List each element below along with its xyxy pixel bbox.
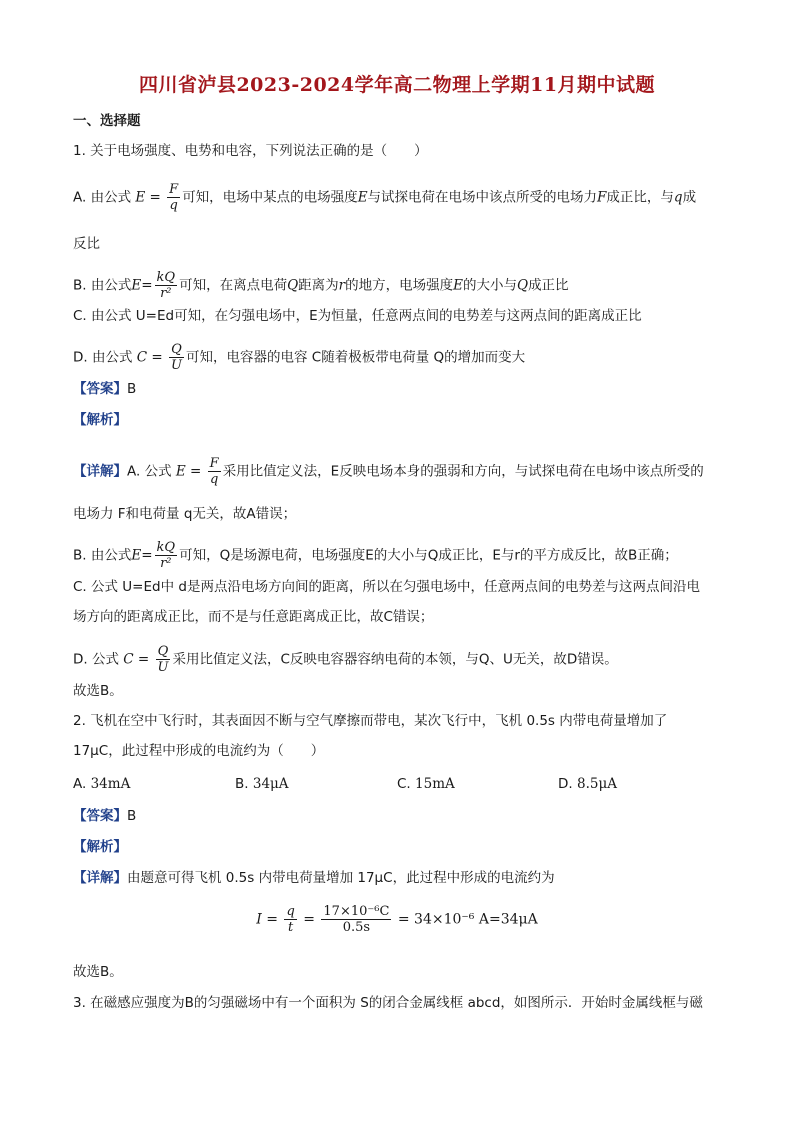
q1-conclusion: 故选B。 (73, 683, 123, 699)
q1-exp-d-fraction: $\frac{Q}{U}$ (157, 644, 169, 675)
page-title: 四川省泸县2023-2024学年高二物理上学期11月期中试题 (138, 74, 656, 96)
q2-stem-line1: 2. 飞机在空中飞行时，其表面因不断与空气摩擦而带电，某次飞行中，飞机 0.5s 内带电荷量增加了 (73, 713, 668, 729)
q1-exp-b-fraction: $\frac{kQ}{\text{r²}}$ (156, 540, 176, 571)
q2-formula-fraction1: $\frac{q}{t}$ (286, 904, 295, 935)
q2-option-c: C. 15mA (397, 776, 455, 792)
section-heading: 一、选择题 (73, 113, 141, 129)
q1-explain-a-wrap: 电场力 F和电荷量 q无关，故A错误； (73, 506, 297, 522)
q1-explain-c2: 场方向的距离成正比，而不是与任意距离成正比，故C错误； (73, 609, 434, 625)
q3-stem: 3. 在磁感应强度为B的匀强磁场中有一个面积为 S的闭合金属线框 abcd，如图所示．开始时金属线框与磁 (73, 995, 703, 1011)
q1-a-fraction: $\frac{F}{q}$ (169, 182, 179, 213)
q2-option-a: A. 34mA (73, 776, 131, 792)
q1-explain-c1: C. 公式 U=Ed中 d是两点沿电场方向间的距离，所以在匀强电场中，任意两点间的电势差与这两点间沿电 (73, 579, 700, 595)
q2-current-formula: I = $\frac{q}{t}$ = $\frac{\text{17×10⁻⁶C}}{0.5s}$ = 34×10⁻⁶ A=34μA (256, 904, 538, 935)
q1-b-fraction: $\frac{kQ}{\text{r²}}$ (156, 270, 176, 301)
q2-analysis-label: 【解析】 (73, 839, 127, 855)
q1-explain-b: B. 由公式E= $\frac{kQ}{\text{r²}}$ 可知，Q是场源电荷，电场强度E的大小与Q成正比，E与r的平方成反比，故B正确； (73, 540, 678, 571)
q1-d-fraction: $\frac{Q}{U}$ (171, 342, 182, 373)
q2-stem-line2: 17μC，此过程中形成的电流约为（ ） (73, 743, 325, 759)
q1-option-a: A. 由公式 E = $\frac{F}{q}$ 可知，电场中某点的电场强度E与试探电荷在电场中该点所受的电场力F成正比，与q成 (73, 182, 697, 213)
q1-option-c: C. 由公式 U=Ed可知，在匀强电场中，E为恒量，任意两点间的电势差与这两点间的距离成正比 (73, 308, 642, 324)
q1-answer: 【答案】B (73, 381, 137, 397)
q2-formula-fraction2: $\frac{\text{17×10⁻⁶C}}{0.5s}$ (323, 904, 390, 935)
q1-exp-a-fraction: $\frac{F}{q}$ (209, 456, 219, 487)
q1-explain-d: D. 公式 C = $\frac{Q}{U}$ 采用比值定义法，C反映电容器容纳电荷的本领，与Q、U无关，故D错误。 (73, 644, 618, 675)
q1-analysis-label: 【解析】 (73, 412, 127, 428)
q1-stem: 1. 关于电场强度、电势和电容，下列说法正确的是（ ） (73, 143, 428, 159)
q2-conclusion: 故选B。 (73, 964, 123, 980)
q1-option-b: B. 由公式E= $\frac{kQ}{\text{r²}}$ 可知，在离点电荷Q距离为r的地方，电场强度E的大小与Q成正比 (73, 270, 569, 301)
q1-explain-a: 【详解】A. 公式 E = $\frac{F}{q}$ 采用比值定义法，E反映电场本身的强弱和方向，与试探电荷在电场中该点所受的 (73, 456, 704, 487)
q2-answer: 【答案】B (73, 808, 137, 824)
q1-option-a-wrap: 反比 (73, 236, 100, 252)
q2-detail: 【详解】由题意可得飞机 0.5s 内带电荷量增加 17μC，此过程中形成的电流约为 (73, 870, 555, 886)
q1-option-d: D. 由公式 C = $\frac{Q}{U}$ 可知，电容器的电容 C随着极板带电荷量 Q的增加而变大 (73, 342, 526, 373)
q2-option-b: B. 34μA (235, 776, 289, 792)
q2-option-d: D. 8.5μA (558, 776, 617, 792)
